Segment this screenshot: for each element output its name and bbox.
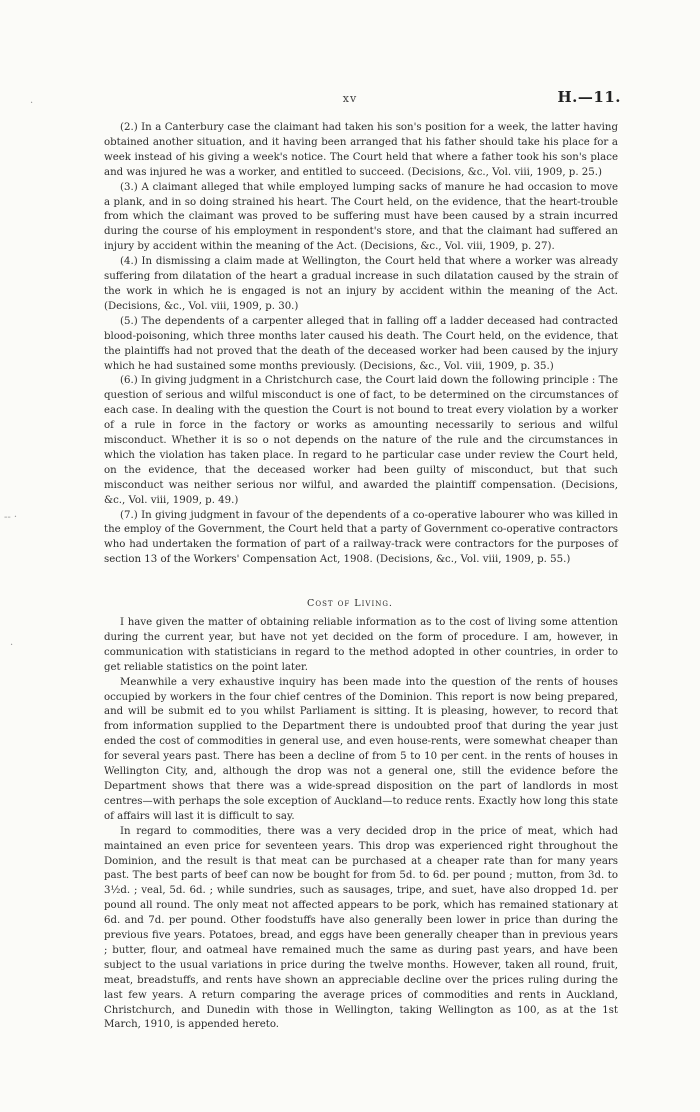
paragraph: I have given the matter of obtaining reliable information as to the cost of living some attention during the current year, but have not yet decided on the form of procedure. I am, however, in communication with statisticians in regard to the method adopted in other countries, in order to get reliable statistics on the point later.	[104, 617, 618, 673]
document-id: H.—11.	[557, 88, 621, 106]
section-title: Cost of Living.	[307, 598, 393, 609]
paragraph: (5.) The dependents of a carpenter alleged that in falling off a ladder deceased had contracted blood-poisoning, which three months later caused his death. The Court held, on the evidence, that the plaintiffs had not proved that the death of the deceased worker had been caused by the injury which he had sustained some months previously. (Decisions, &c., Vol. viii, 1909, p. 35.)	[104, 315, 618, 372]
margin-mark: -‐ ·	[4, 512, 18, 523]
paragraph: (7.) In giving judgment in favour of the dependents of a co-operative labourer who was killed in the employ of the Government, the Court held that a party of Government co-operative contractors who had undertaken the formation of part of a railway-track were contractors for the purposes of section 13 of the Workers' Compensation Act, 1908. (Decisions, &c., Vol. viii, 1909, p. 55.)	[104, 509, 618, 566]
margin-mark: ·	[10, 640, 14, 651]
paragraph: (6.) In giving judgment in a Christchurch case, the Court laid down the following principle : The question of serious and wilful misconduct is one of fact, to be determined on the circumstances of each case. In dealing with the question the Court is not bound to treat every violation by a worker of a rule in force in the factory or works as amounting necessarily to serious and wilful misconduct. Whether it is so o not depends on the nature of the rule and the circumstances in which the violation has taken place. In regard to he particular case under review the Court held, on the evidence, that the deceased worker had been guilty of misconduct, but that such misconduct was neither serious nor wilful, and awarded the plaintiff compensation. (Decisions, &c., Vol. viii, 1909, p. 49.)	[104, 375, 618, 506]
paragraph: In regard to commodities, there was a very decided drop in the price of meat, which had maintained an even price for seventeen years. This drop was experienced right throughout the Dominion, and the result is that meat can be purchased at a cheaper rate than for many years past. The best parts of beef can now be bought for from 5d. to 6d. per pound ; mutton, from 3d. to 3½d. ; veal, 5d. 6d. ; while sundries, such as sausages, tripe, and suet, have also dropped 1d. per pound all round. The only meat not affected appears to be pork, which has remained stationary at 6d. and 7d. per pound. Other foodstuffs have also generally been lower in price than during the previous five years. Potatoes, bread, and eggs have been generally cheaper than in previous years ; butter, flour, and oatmeal have remained much the same as during past years, and have been subject to the usual variations in price during the twelve months. However, taken all round, fruit, meat, breadstuffs, and rents have shown an appreciable decline over the prices ruling during the last few years. A return comparing the average prices of commodities and rents in Auckland, Christchurch, and Dunedin with those in Wellington, taking Wellington as 100, as at the 1st March, 1910, is appended hereto.	[104, 825, 618, 1031]
paragraph: (4.) In dismissing a claim made at Wellington, the Court held that where a worker was already suffering from dilatation of the heart a gradual increase in such dilatation caused by the strain of the work in which he is engaged is not an injury by accident within the meaning of the Act. (Decisions, &c., Vol. viii, 1909, p. 30.)	[104, 256, 618, 312]
paragraph: (2.) In a Canterbury case the claimant had taken his son's position for a week, the latter having obtained another situation, and it having been arranged that his father should take his place for a week instead of his giving a week's notice. The Court held that where a father took his son's place and was injured he was a worker, and entitled to succeed. (Decisions, &c., Vol. viii, 1909, p. 25.)	[104, 122, 618, 178]
decisions-section	[104, 121, 618, 568]
paragraph: (3.) A claimant alleged that while employed lumping sacks of manure he had occasion to move a plank, and in so doing strained his heart. The Court held, on the evidence, that the heart-trouble from which the claimant was proved to be suffering must have been caused by a strain incurred during the course of his employment in respondent's store, and that the claimant had suffered an injury by accident within the meaning of the Act. (Decisions, &c., Vol. viii, 1909, p. 27).	[104, 181, 618, 253]
cost-of-living-section	[104, 616, 618, 1033]
margin-mark: ·	[30, 98, 34, 109]
page-number: xv	[342, 92, 358, 105]
paragraph: Meanwhile a very exhaustive inquiry has been made into the question of the rents of houses occupied by workers in the four chief centres of the Dominion. This report is now being prepared, and will be submit ed to you whilst Parliament is sitting. It is pleasing, however, to record that from information supplied to the Department there is undoubted proof that during the year just ended the cost of commodities in general use, and even house-rents, were somewhat cheaper than for several years past. There has been a decline of from 5 to 10 per cent. in the rents of houses in Wellington City, and, although the drop was not a general one, still the evidence before the Department shows that there was a wide-spread disposition on the part of landlords in most centres—with perhaps the sole exception of Auckland—to reduce rents. Exactly how long this state of affairs will last it is difficult to say.	[104, 676, 618, 822]
